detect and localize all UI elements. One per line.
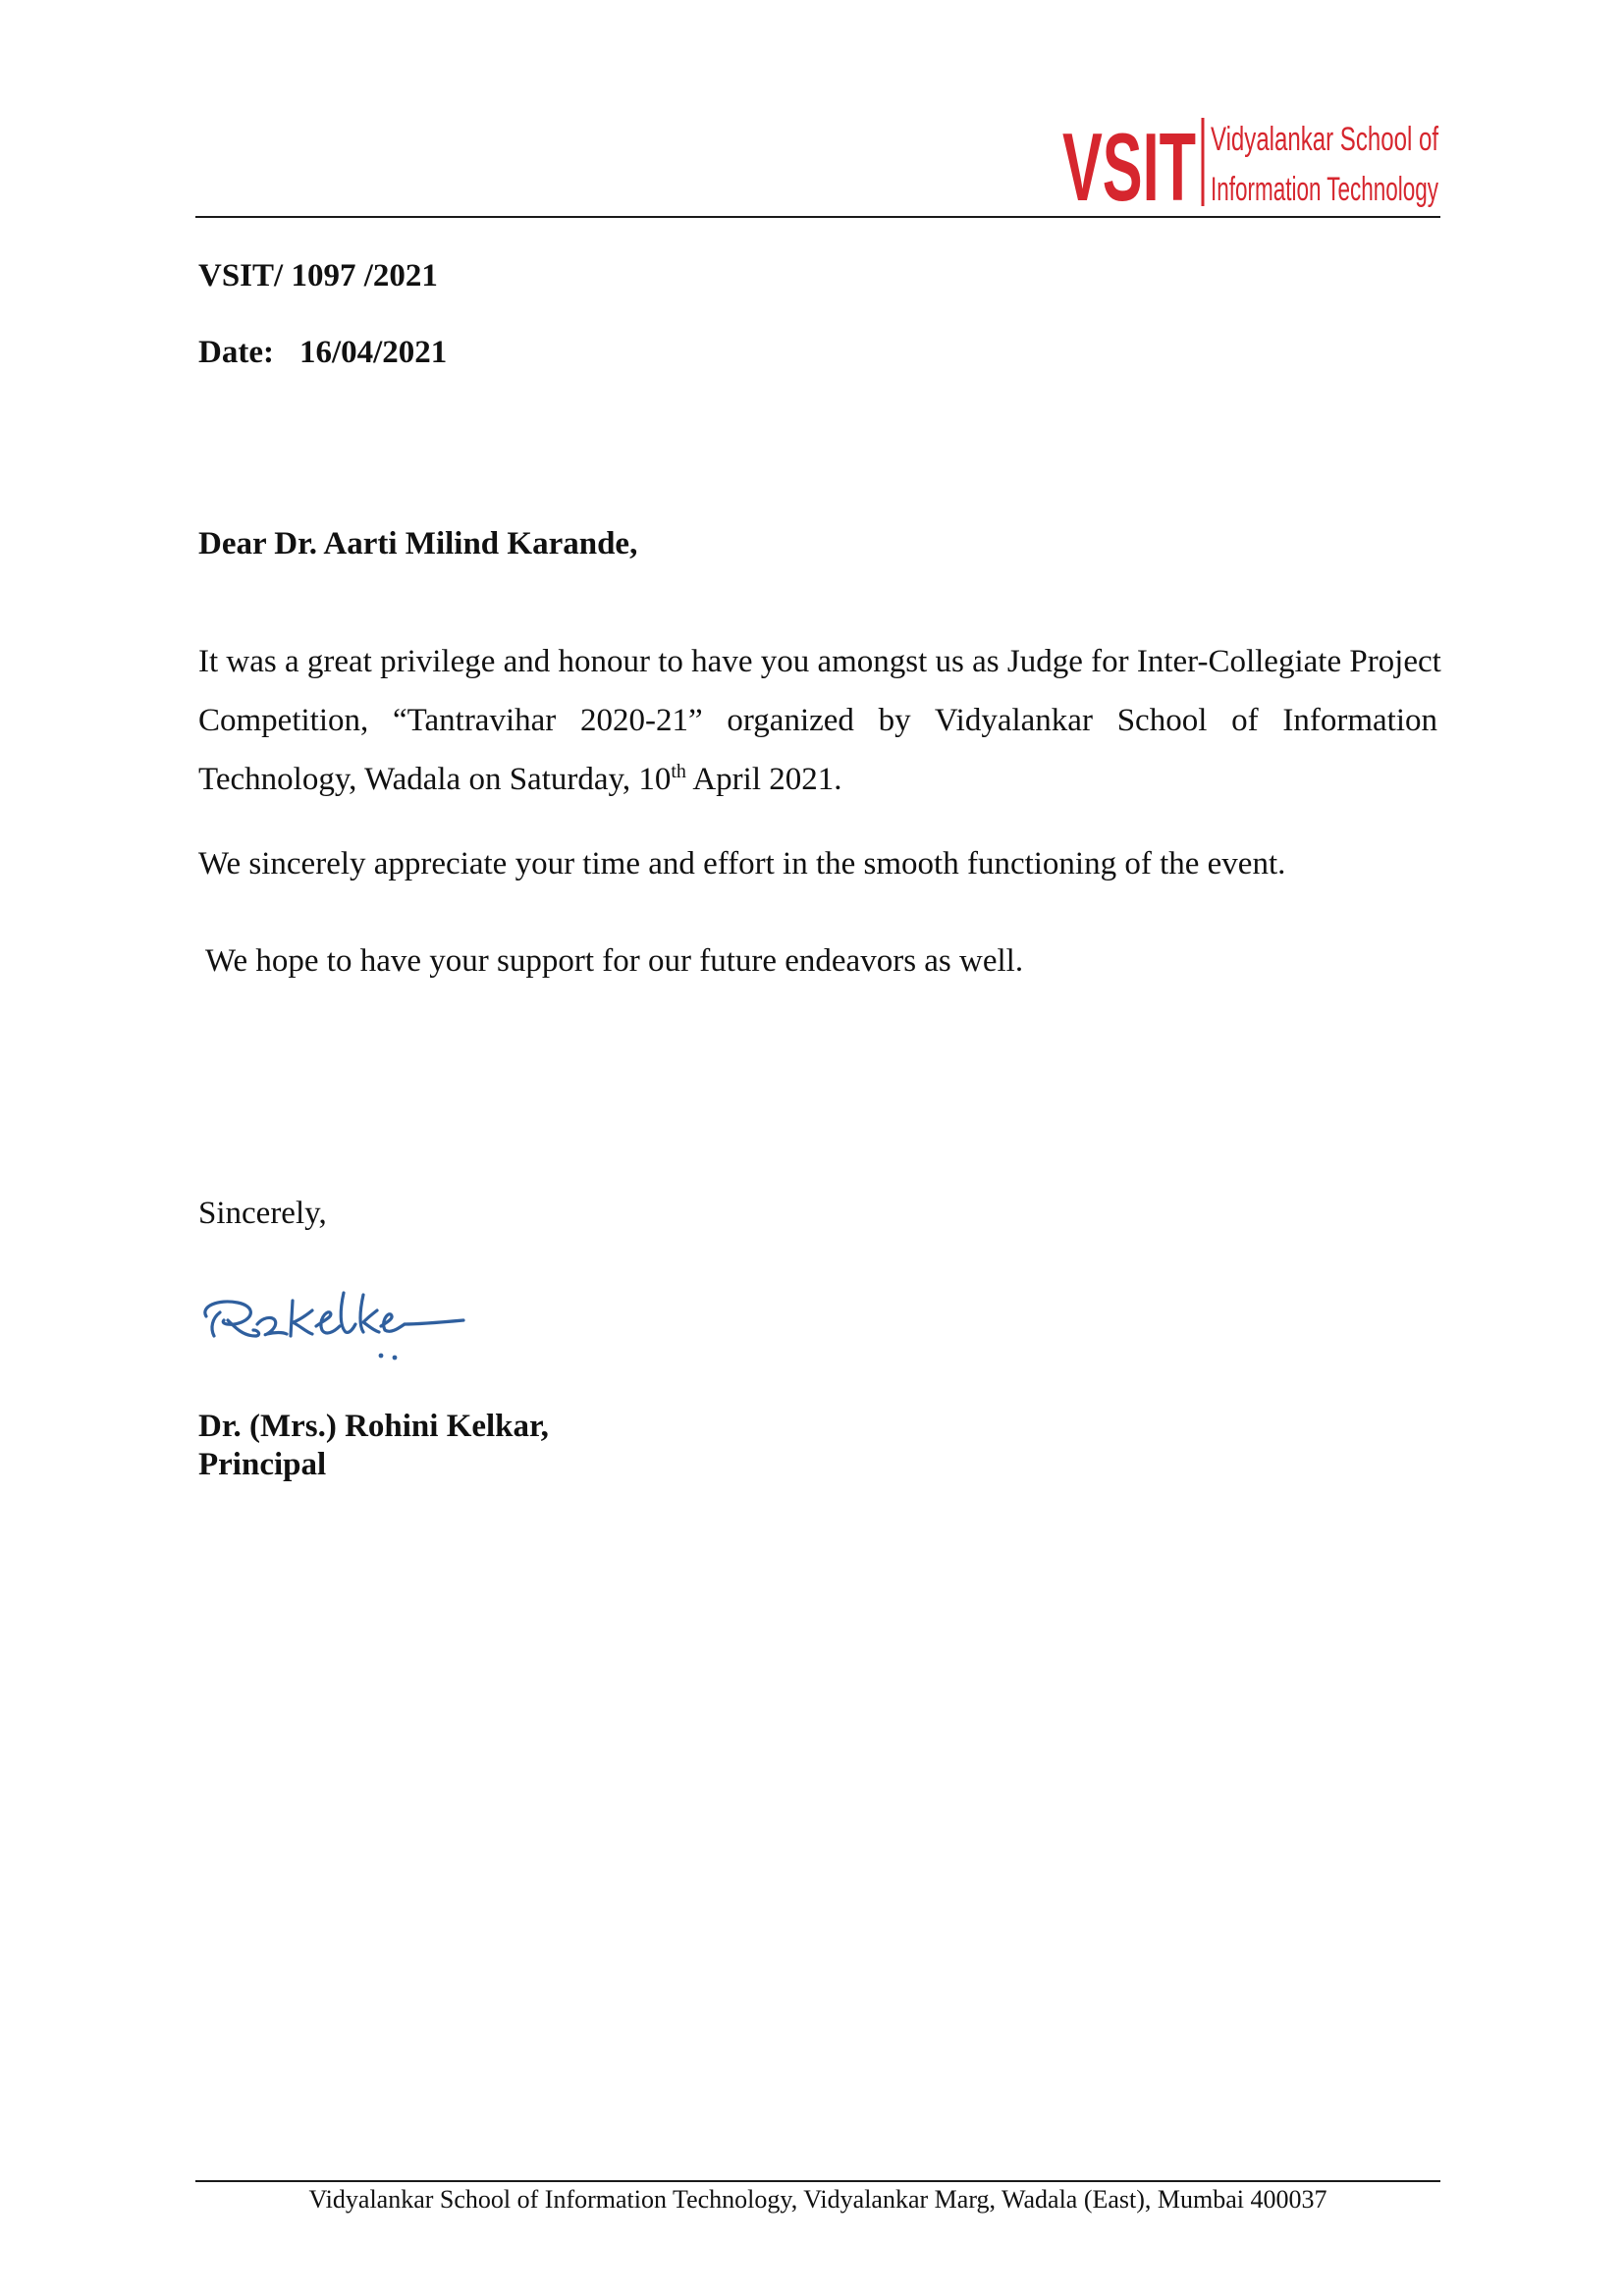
- signer-title: Principal: [198, 1447, 327, 1482]
- line-3-text-before: Technology, Wadala on Saturday, 10: [198, 762, 672, 797]
- signer-name: Dr. (Mrs.) Rohini Kelkar,: [198, 1409, 549, 1444]
- paragraph-1-line-2: Competition, “Tantravihar 2020-21” organized by Vidyalankar School of Information: [198, 703, 1437, 738]
- closing: Sincerely,: [198, 1196, 327, 1231]
- footer-address: Vidyalankar School of Information Technology, Vidyalankar Marg, Wadala (East), Mumbai 400037: [308, 2185, 1327, 2214]
- salutation: Dear Dr. Aarti Milind Karande,: [198, 526, 638, 561]
- logo-line-2: Information Technology: [1211, 171, 1438, 208]
- paragraph-1-line-3: [198, 750, 1437, 809]
- body-paragraph-1: [198, 632, 1441, 809]
- footer-divider: [195, 2180, 1440, 2182]
- handwritten-signature: [196, 1271, 471, 1369]
- date-label: Date:: [198, 335, 274, 370]
- body-paragraph-2: We sincerely appreciate your time and effort in the smooth functioning of the event.: [198, 846, 1286, 881]
- paragraph-1-line-1: It was a great privilege and honour to have you amongst us as Judge for Inter-Collegiate Project: [198, 644, 1441, 679]
- body-paragraph-3: We hope to have your support for our future endeavors as well.: [205, 943, 1024, 979]
- line-3-text-after: April 2021.: [685, 762, 842, 797]
- header-divider: [195, 216, 1440, 218]
- logo-line-1: Vidyalankar School of: [1211, 121, 1439, 158]
- ordinal-suffix: th: [671, 761, 686, 782]
- logo-mark: VSIT: [1062, 113, 1196, 221]
- date-value: 16/04/2021: [298, 335, 448, 370]
- date-line: [198, 337, 447, 369]
- vsit-logo: [1058, 110, 1443, 221]
- reference-number: VSIT/ 1097 /2021: [198, 258, 438, 294]
